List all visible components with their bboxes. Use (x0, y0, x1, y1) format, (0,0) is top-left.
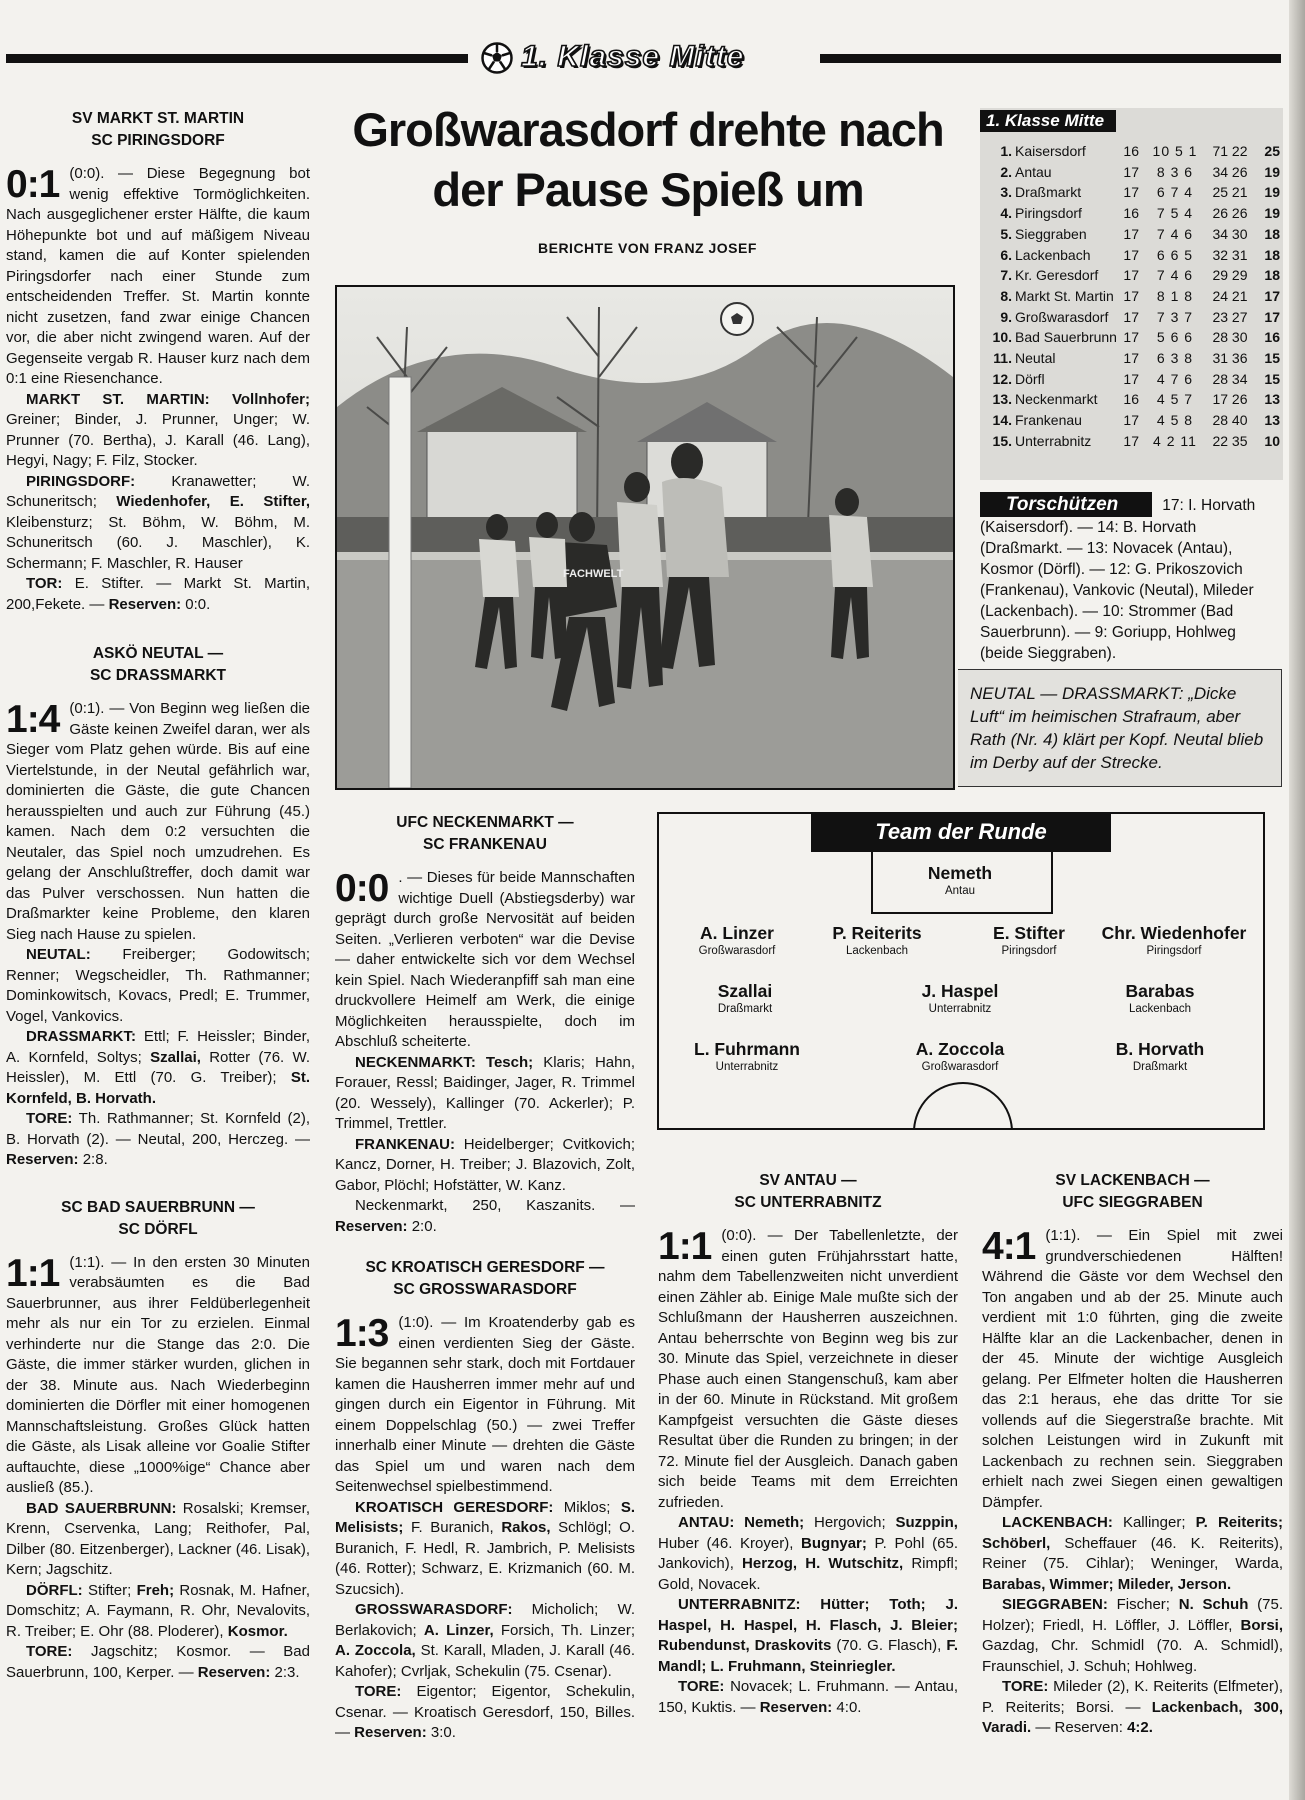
goals-label: TORE: (1002, 1678, 1049, 1695)
lineup-bold: Suzppin, (895, 1514, 958, 1531)
reserve-text: 2:3. (270, 1663, 300, 1681)
lineup-text: Kleibensturz; St. Böhm, W. Böhm, M. Schuneritsch (60. J. Maschler), K. Schermann; F. Maschler, R. Hauser (6, 513, 310, 572)
standings-games: 16 (1123, 205, 1139, 222)
standings-row (980, 141, 1283, 162)
lineup-bold: Tesch; (475, 1053, 534, 1071)
standings-goals: 29 29 (1212, 267, 1248, 284)
goals-bold: Lackenbach, 300, Varadi. (982, 1698, 1284, 1736)
score: 1:3 (335, 1312, 389, 1355)
lineup-bold: A. Linzer, (423, 1621, 494, 1639)
lineup-bold: Vollnhofer; (231, 390, 311, 408)
standings-record: 6 6 5 (1156, 246, 1194, 263)
player-name: L. Fuhrmann (694, 1039, 800, 1059)
report-text: . — Dieses für beide Mannschaften wichtige Duell (Abstiegsderby) war geprägt durch große Nervosität auf beiden Seiten. „Verlieren verboten“ war die Devise — daher entwickelte sich vor dem Wechsel kein Spiel. Nach Wiederanpfiff sah man eine druckvollere Heimelf am Werk, die einige Möglichkeiten herausspielte, doch im Abschluß scheiterte. (335, 869, 635, 1050)
standings-points: 19 (1264, 184, 1280, 201)
report-text: (1:0). — Im Kroatenderby gab es einen verdienten Sieg der Gäste. Sie begannen sehr stark, doch mit Fortdauer kamen die Hausherren immer mehr auf und gingen durch ein Eigentor in Führung. Mit einem Doppelschlag (50.) — zwei Treffer innerhalb einer Minute — drehten die Gäste das Spiel um und waren nach dem Seitenwechsel spielbestimmend. (335, 1314, 635, 1495)
goals-label: TORE: (26, 1110, 73, 1127)
reserve-text: 3:0. (426, 1724, 456, 1741)
lineup-text: Forsich, Th. Linzer; (493, 1621, 635, 1639)
match-report-bad-sauerbrunn (6, 1197, 310, 1684)
player-goalkeeper (870, 862, 1050, 898)
reserve-text: 2:8. (78, 1151, 108, 1168)
match-report-neckenmarkt (335, 812, 635, 1237)
standings-row (980, 162, 1283, 183)
standings-record: 5 6 6 (1156, 329, 1194, 346)
standings-rank: 14. (992, 412, 1012, 429)
center-arc (913, 1082, 1013, 1128)
standings-rank: 15. (992, 432, 1012, 449)
header-rule-left (6, 54, 468, 63)
match-heading: SV LACKENBACH — (1055, 1172, 1210, 1189)
player-club: Unterrabnitz (928, 1003, 992, 1015)
lineup-bold: N. Schuh (1178, 1596, 1249, 1613)
lineup-text: Rosnak, M. Hafner, Domschitz; A. Faymann, R. Ohr, Nevalovits, R. Treiber; E. Ohr (88. Ploderer), (6, 1581, 310, 1640)
player-name: Nemeth (927, 863, 993, 883)
player-club: Piringsdorf (1146, 945, 1202, 957)
standings-record: 4 2 11 (1153, 432, 1197, 449)
player-name: A. Zoccola (915, 1039, 1005, 1059)
report-text: (1:1). — In den ersten 30 Minuten verabsäumten es die Bad Sauerbrunner, aus ihrer Feldüberlegenheit mehr als nur ein Tor zu erzielen. Einmal verhinderte nur die Stange das 2:0. Die Gäste, die immer stärker wurden, glichen in der 38. Minute aus. Nach Wiederbeginn dominierten die Dörfler mit einer homogenen Mannschaftsleistung. Großes Glück hatten die Gäste, als Lisak alleine vor Goalie Stifter auftauchte, diese „1000%ige“ Chance aber ausließ (85.). (6, 1253, 310, 1496)
lineup-bold: Nemeth; (734, 1514, 805, 1531)
standings-team: Piringsdorf (1015, 205, 1082, 222)
lineup-text: Stifter; (82, 1581, 137, 1599)
lineup-bold: St. Kornfeld, B. Horvath. (6, 1069, 310, 1107)
standings-points: 17 (1264, 287, 1280, 304)
lineup-text: Huber (46. Kroyer), (658, 1534, 802, 1552)
lineup-bold: Kosmor. (227, 1622, 288, 1640)
standings-team: Neckenmarkt (1015, 391, 1098, 408)
player-forward (870, 1038, 1050, 1074)
lineup-text: F. Buranich, (403, 1519, 502, 1536)
match-heading: ASKÖ NEUTAL — (92, 645, 224, 662)
standings-row (980, 286, 1283, 307)
goals-text: Jagschitz; Kosmor. — Bad Sauerbrunn, 100, Kerper. — (6, 1643, 310, 1681)
standings-row (980, 431, 1283, 452)
byline: BERICHTE VON FRANZ JOSEF (538, 240, 757, 256)
standings-points: 10 (1264, 432, 1280, 449)
lineup-label: SIEGGRABEN: (1002, 1596, 1108, 1613)
standings-goals: 24 21 (1212, 287, 1248, 304)
goals-text: Th. Rathmanner; St. Kornfeld (2), B. Horvath (2). — Neutal, 200, Herczeg. — (6, 1110, 310, 1148)
lineup-bold: Szallai, (150, 1048, 201, 1066)
player-club: Piringsdorf (1001, 945, 1057, 957)
standings-games: 17 (1123, 329, 1139, 346)
standings-points: 13 (1264, 391, 1280, 408)
report-text: (0:0). — Diese Begegnung bot wenig effektive Tormöglichkeiten. Nach ausgeglichener erster Hälfte, die kaum Höhepunkte bot und auf mäßigem Niveau stand, kamen die auf Konter spielenden Piringsdorfer nach einer Stunde zum entscheidenden Treffer. St. Martin konnte nicht zusetzen, fand zwar einige Chancen vor, die aber nicht zwingend waren. Auf der Gegenseite vergab R. Hauser kurz nach dem 0:1 eine Riesenchance. (6, 165, 310, 387)
player-name: P. Reiterits (832, 923, 922, 943)
reserve-label: Reserven: (354, 1724, 427, 1741)
standings-rank: 2. (1000, 163, 1012, 180)
player-club: Lackenbach (845, 945, 909, 957)
lineup-bold: A. Zoccola, (335, 1642, 416, 1659)
standings-team: Frankenau (1015, 412, 1082, 429)
standings-rank: 11. (993, 350, 1012, 366)
lineup-label: BAD SAUERBRUNN: (26, 1499, 177, 1517)
match-heading: SC UNTERRABNITZ (734, 1194, 882, 1211)
lineup-label: NECKENMARKT: (355, 1053, 476, 1071)
player-name: A. Linzer (700, 923, 774, 943)
standings-team: Neutal (1015, 350, 1056, 366)
player-club: Unterrabnitz (715, 1061, 779, 1073)
standings-rank: 7. (1000, 267, 1012, 284)
goals-text: Mileder (2), K. Reiterits (Elfmeter), P. Reiterits; Borsi. — (982, 1678, 1283, 1716)
lineup-label: MARKT ST. MARTIN: (26, 390, 210, 408)
reserve-text: 4:0. (832, 1698, 862, 1716)
reserve-text: 0:0. (181, 595, 211, 613)
lineup-text: Heidelberger; Cvitkovich; Kancz, Dorner, H. Treiber; J. Blazovich, Zolt, Gabor, Plöchl; Hofstätter, W. Kanz. (335, 1135, 635, 1194)
lineup-label: PIRINGSDORF: (26, 472, 136, 490)
standings-team: Markt St. Martin (1015, 287, 1114, 304)
player-club: Großwarasdorf (698, 945, 776, 957)
score: 1:1 (6, 1251, 60, 1295)
standings-team: Kr. Geresdorf (1015, 267, 1099, 284)
standings-goals: 71 22 (1212, 143, 1248, 159)
standings-record: 6 7 4 (1156, 184, 1194, 201)
standings-row (980, 203, 1283, 224)
standings-goals: 34 30 (1212, 225, 1248, 242)
match-report-kroatisch-geresdorf (335, 1257, 635, 1744)
standings-points: 25 (1264, 143, 1280, 159)
standings-team: Lackenbach (1015, 246, 1091, 263)
top-scorers-label: Torschützen (980, 492, 1152, 517)
lineup-text: Klaris; Hahn, Forauer, Ressl; Baidinger, Jager, R. Trimmel (20. Wessely), Kallinger (70. Ackerler); P. Trimmel, Trettler. (335, 1053, 635, 1132)
reserve-bold: 4:2. (1127, 1719, 1153, 1736)
standings-record: 7 4 6 (1156, 267, 1194, 284)
lineup-bold: Freh; (136, 1581, 175, 1599)
standings-goals: 34 26 (1212, 163, 1248, 180)
standings-team: Draßmarkt (1015, 184, 1082, 201)
player-name: B. Horvath (1115, 1039, 1205, 1059)
lineup-bold: Borsi, (1240, 1616, 1283, 1634)
standings-points: 15 (1264, 370, 1280, 387)
player-club: Draßmarkt (1132, 1061, 1188, 1073)
score: 4:1 (982, 1225, 1036, 1268)
lineup-label: LACKENBACH: (1002, 1514, 1113, 1531)
player-name: E. Stifter (993, 923, 1065, 943)
report-text: (0:1). — Von Beginn weg ließen die Gäste keinen Zweifel daran, wer als Sieger vom Platz gehen würde. Bis auf eine Viertelstunde, in der Neutal gefährlich war, dominierten die Gäste, die gute Chancen herausspielten und auch zur Führung (45.) kamen. Nach dem 0:2 versuchten die Neutaler, das Spiel noch umzudrehen. Es gelang der Anschlußtreffer, doch damit war das Pulver verschossen. Nun hatten die Draßmarkter keine Probleme, den klaren Sieg nach Hause zu spielen. (6, 700, 310, 943)
score: 0:1 (6, 163, 60, 206)
lineup-text: Kallinger; (1112, 1514, 1196, 1531)
player-club: Großwarasdorf (921, 1061, 999, 1073)
goals-text: Eigentor; Eigentor, Schekulin, Csenar. — Kroatisch Geresdorf, 150, Billes. — (335, 1683, 635, 1741)
standings-row (980, 348, 1283, 369)
standings-row (980, 410, 1283, 431)
standings-rank: 12. (992, 370, 1012, 387)
photo-caption: NEUTAL — DRASSMARKT: „Dicke Luft“ im heimischen Strafraum, aber Rath (Nr. 4) klärt per Kopf. Neutal blieb im Derby auf der Strecke. (958, 669, 1282, 787)
goals-label: TORE: (678, 1678, 725, 1695)
match-report-markt-st-martin (6, 108, 310, 615)
match-heading: SC GROSSWARASDORF (393, 1281, 577, 1298)
lineup-text: Gazdag, Chr. Schmidl (70. A. Schmidl), Fraunschiel, J. Schuh; Hohlweg. (982, 1637, 1283, 1675)
standings-team: Dörfl (1015, 370, 1045, 387)
standings-games: 17 (1123, 350, 1139, 366)
standings-record: 4 7 6 (1156, 370, 1194, 387)
lineup-text: Rosalski; Kremser, Krenn, Cservenka, Lang; Reithofer, Pal, Dilber (80. Eitzenberger), Lackner (46. Lisak), Kern; Jagschitz. (6, 1499, 310, 1578)
lineup-label: NEUTAL: (26, 946, 91, 963)
match-report-neutal (6, 643, 310, 1171)
match-heading: SC PIRINGSDORF (91, 132, 225, 149)
reserve-label: Reserven: (108, 595, 182, 613)
lineup-bold: P. Reiterits; Schöberl, (982, 1514, 1283, 1552)
reserve-text: — Reserven: (1031, 1719, 1128, 1736)
lineup-bold: Wiedenhofer, E. Stifter, (116, 493, 311, 510)
lineup-bold: S. Melisists; (335, 1498, 635, 1536)
player-forward (1070, 1038, 1250, 1074)
standings-record: 7 3 7 (1156, 308, 1194, 325)
reserve-text: 2:0. (407, 1217, 437, 1235)
standings-points: 19 (1264, 205, 1280, 222)
match-heading: SV ANTAU — (759, 1172, 857, 1189)
lineup-text: Scheffauer (46. K. Reiterits), Reiner (75. Cihlar); Weninger, Warda, (982, 1534, 1283, 1572)
lineup-bold: Barabas, Wimmer; Mileder, Jerson. (982, 1575, 1232, 1593)
standings-points: 16 (1264, 329, 1280, 346)
player-name: Szallai (717, 981, 773, 1001)
match-heading: SC BAD SAUERBRUNN — (61, 1198, 255, 1216)
standings-games: 17 (1123, 412, 1139, 429)
lineup-text: Fischer; (1107, 1596, 1179, 1613)
lineup-text: P. Pohl (65. Jankovich), (658, 1534, 958, 1572)
standings-row (980, 265, 1283, 286)
standings-goals: 28 34 (1212, 370, 1248, 387)
player-club: Antau (944, 885, 976, 897)
standings-record: 6 3 8 (1156, 350, 1194, 366)
standings-games: 17 (1123, 163, 1139, 180)
standings-games: 17 (1123, 184, 1139, 201)
standings-record: 7 4 6 (1156, 225, 1194, 242)
standings-row (980, 389, 1283, 410)
standings-record: 4 5 7 (1156, 391, 1194, 408)
lineup-text: (70. G. Flasch), (831, 1637, 947, 1654)
section-header-band (6, 40, 1281, 74)
standings-games: 17 (1123, 432, 1139, 449)
lineup-label: ANTAU: (678, 1514, 735, 1531)
lineup-text: Kranawetter; W. Schuneritsch; (6, 472, 310, 510)
player-midfielder (870, 980, 1050, 1016)
standings-table (980, 108, 1283, 480)
standings-rank: 4. (1000, 205, 1012, 222)
lineup-bold: Herzog, H. Wutschitz, (742, 1555, 904, 1572)
match-heading: SC FRANKENAU (423, 836, 547, 853)
lineup-label: FRANKENAU: (355, 1135, 455, 1153)
lineup-text: Micholich; W. Berlakovich; (335, 1601, 635, 1639)
lineup-text: St. Karall, Mladen, J. Karall (46. Kahofer); Cvrljak, Schekulin (75. Csenar). (335, 1642, 635, 1680)
player-midfielder (655, 980, 835, 1016)
lineup-bold: Hütter; Toth; J. Haspel, H. Haspel, H. Flasch, J. Bleier; Rubendunst, Draskovits (658, 1596, 958, 1654)
standings-rank: 9. (1000, 308, 1012, 325)
header-rule-right (820, 54, 1281, 63)
standings-team: Antau (1015, 163, 1052, 180)
player-defender (1079, 922, 1269, 958)
standings-record: 8 1 8 (1156, 287, 1194, 304)
column-antau (658, 1170, 958, 1718)
standings-games: 17 (1123, 267, 1139, 284)
goals-label: TOR: (26, 575, 63, 592)
player-forward (657, 1038, 837, 1074)
lineup-label: DRASSMARKT: (26, 1028, 136, 1045)
standings-row (980, 245, 1283, 266)
lineup-text: Ettl; F. Heissler; Binder, A. Kornfeld, Soltys; (6, 1028, 310, 1066)
lineup-label: GROSSWARASDORF: (355, 1601, 513, 1618)
player-name: Barabas (1125, 981, 1195, 1001)
standings-goals: 31 36 (1212, 350, 1248, 366)
standings-rank: 5. (1000, 225, 1012, 242)
standings-team: Bad Sauerbrunn (1015, 329, 1117, 346)
photo-illustration (337, 287, 953, 788)
score: 1:4 (6, 698, 60, 741)
standings-points: 17 (1264, 308, 1280, 325)
standings-goals: 22 35 (1212, 432, 1248, 449)
shirt-sponsor-text: FACHWELT (563, 568, 624, 580)
score: 0:0 (335, 867, 389, 910)
lineup-text: Hergovich; (804, 1514, 896, 1531)
match-heading: SC KROATISCH GERESDORF — (365, 1259, 605, 1276)
standings-goals: 32 31 (1212, 246, 1248, 263)
standings-rank: 10. (992, 329, 1012, 346)
standings-record: 7 5 4 (1156, 205, 1194, 222)
lineup-bold: Rakos, (501, 1519, 551, 1536)
standings-record: 8 3 6 (1156, 163, 1194, 180)
standings-points: 18 (1264, 246, 1280, 263)
standings-rank: 1. (1000, 143, 1012, 159)
report-text: (0:0). — Der Tabellenletzte, der einen guten Frühjahrsstart hatte, nahm dem Tabellenzweiten nicht unverdient einen Zähler ab. Einige Male mußte sich der Schlußmann der Hausherren auszeichnen. Antau beherrschte von Beginn weg bis zur 30. Minute das Spiel, verzeichnete in dieser Phase auch einen Stangenschuß, kam aber in der 60. Minute in Rückstand. Mit großem Kampfgeist versuchten die Gäste dieses Resultat über die Runden zu bringen; in der 72. Minute fiel der Ausgleich. Danach gaben sich beide Teams mit dem Erreichten zufrieden. (658, 1227, 958, 1511)
lineup-text: (75. Holzer); Friedl, H. Löffler, J. Löffler, (982, 1596, 1283, 1634)
standings-goals: 23 27 (1212, 308, 1248, 325)
reserve-label: Reserven: (6, 1151, 79, 1168)
standings-points: 18 (1264, 267, 1280, 284)
match-heading: SV MARKT ST. MARTIN (71, 110, 245, 127)
section-title: 1. Klasse Mitte (521, 40, 745, 73)
standings-goals: 26 26 (1212, 205, 1248, 222)
standings-goals: 25 21 (1212, 184, 1248, 201)
reserve-label: Reserven: (759, 1698, 833, 1716)
standings-record: 10 5 1 (1152, 143, 1198, 159)
standings-goals: 28 30 (1212, 329, 1248, 346)
standings-games: 16 (1123, 391, 1139, 408)
goals-label: TORE: (26, 1643, 73, 1660)
goals-text: Neckenmarkt, 250, Kaszanits. — (355, 1197, 635, 1214)
top-scorers-text: 17: I. Horvath (Kaisersdorf). — 14: B. Horvath (Draßmarkt. — 13: Novacek (Antau), Kosmor (Dörfl). — 12: G. Prikoszovich (Frankenau), Vankovic (Neutal), Mileder (Lackenbach). — 10: Strommer (Bad Sauerbrunn). — 9: Goriupp, Hohlweg (beide Sieggraben). (980, 497, 1256, 662)
top-scorers (980, 492, 1283, 664)
reserve-label: Reserven: (197, 1663, 271, 1681)
match-heading: UFC SIEGGRABEN (1062, 1194, 1203, 1211)
column-middle (335, 812, 635, 1744)
standings-points: 13 (1264, 412, 1280, 429)
goals-label: TORE: (355, 1683, 402, 1700)
lineup-label: UNTERRABNITZ: (678, 1596, 801, 1613)
standings-games: 17 (1123, 246, 1139, 263)
reserve-label: Reserven: (335, 1217, 408, 1235)
standings-rank: 3. (1000, 184, 1012, 201)
standings-rank: 8. (1000, 287, 1012, 304)
standings-row (980, 307, 1283, 328)
score: 1:1 (658, 1225, 712, 1268)
standings-row (980, 369, 1283, 390)
lineup-bold: F. Mandl; L. Fruhmann, Steinriegler. (658, 1637, 959, 1675)
lineup-text: Freiberger; Godowitsch; Renner; Wegscheidler, Th. Rathmanner; Dominkowitsch, Kovacs, Predl; E. Trummer, Vogel, Vankovics. (6, 946, 310, 1025)
lineup-text: Rotter (76. W. Heissler), M. Ettl (70. G. Treiber); (6, 1048, 310, 1086)
page-edge (1289, 0, 1305, 1800)
standings-team: Unterrabnitz (1015, 432, 1092, 449)
match-heading: UFC NECKENMARKT — (396, 814, 574, 831)
team-of-round-title: Team der Runde (811, 812, 1111, 852)
team-of-the-round (657, 812, 1265, 1130)
lineup-label: DÖRFL: (26, 1581, 83, 1599)
standings-games: 16 (1123, 143, 1139, 159)
lineup-bold: Bugnyar; (801, 1534, 867, 1552)
standings-points: 18 (1264, 225, 1280, 242)
column-lackenbach (982, 1170, 1283, 1739)
report-text: (1:1). — Ein Spiel mit zwei grundverschiedenen Hälften! Während die Gäste vor dem Wechsel den Ton angaben und ab der 25. Minute auch verdient mit 1:0 führten, ging die zweite Hälfte klar an die Lackenbacher, denen in der 45. Minute der wichtige Ausgleich gelang. Per Elfmeter holten die Hausherren das 2:1 heraus, ehe das dritte Tor sie vollends auf die Siegerstraße brachte. Mit solchen Leistungen wird in Zukunft mit Lackenbach zu rechnen sein. Sieggraben erhielt nach zwei Siegen einen gewaltigen Dämpfer. (982, 1227, 1283, 1511)
player-club: Draßmarkt (717, 1003, 773, 1015)
standings-team: Sieggraben (1015, 225, 1087, 242)
standings-row (980, 327, 1283, 348)
goals-text: Novacek; L. Fruhmann. — Antau, 150, Kuktis. — (658, 1678, 958, 1716)
match-heading: SC DRASSMARKT (89, 667, 227, 684)
standings-games: 17 (1123, 308, 1139, 325)
match-photo (335, 285, 955, 790)
player-name: Chr. Wiedenhofer (1101, 923, 1247, 943)
standings-goals: 17 26 (1212, 391, 1248, 408)
lineup-label: KROATISCH GERESDORF: (355, 1498, 554, 1516)
standings-points: 15 (1264, 350, 1280, 366)
lineup-text: Schlögl; O. Buranich, F. Hedl, R. Jambrich, P. Melisists (46. Rotter); Schwarz, E. Krizmanich (60. M. Szucsich). (335, 1519, 635, 1598)
standings-games: 17 (1123, 225, 1139, 242)
headline: Großwarasdorf drehte nach der Pause Spieß um (352, 103, 944, 216)
standings-rank: 13. (992, 391, 1012, 408)
standings-record: 4 5 8 (1156, 412, 1194, 429)
standings-team: Kaisersdorf (1015, 143, 1086, 159)
player-midfielder (1070, 980, 1250, 1016)
lineup-text: Rimpfl; Gold, Novacek. (658, 1555, 958, 1593)
standings-games: 17 (1123, 287, 1139, 304)
standings-points: 19 (1264, 163, 1280, 180)
player-name: J. Haspel (921, 981, 999, 1001)
goals-text: E. Stifter. — Markt St. Martin, 200,Fekete. — (6, 575, 310, 613)
standings-row (980, 224, 1283, 245)
match-heading: SC DÖRFL (118, 1220, 198, 1238)
standings-row (980, 182, 1283, 203)
player-club: Lackenbach (1128, 1003, 1192, 1015)
standings-games: 17 (1123, 370, 1139, 387)
standings-rank: 6. (1000, 246, 1012, 263)
lineup-text: Miklos; (553, 1498, 621, 1516)
column-left (6, 108, 310, 1683)
football-icon (481, 42, 513, 74)
standings-goals: 28 40 (1212, 412, 1248, 429)
standings-team: Großwarasdorf (1015, 308, 1109, 325)
lineup-text: Greiner; Binder, J. Prunner, Unger; W. Prunner (70. Bertha), J. Karall (46. Lang), Hegyi, Nagy; F. Filz, Stocker. (6, 411, 310, 469)
standings-title: 1. Klasse Mitte (980, 110, 1116, 132)
